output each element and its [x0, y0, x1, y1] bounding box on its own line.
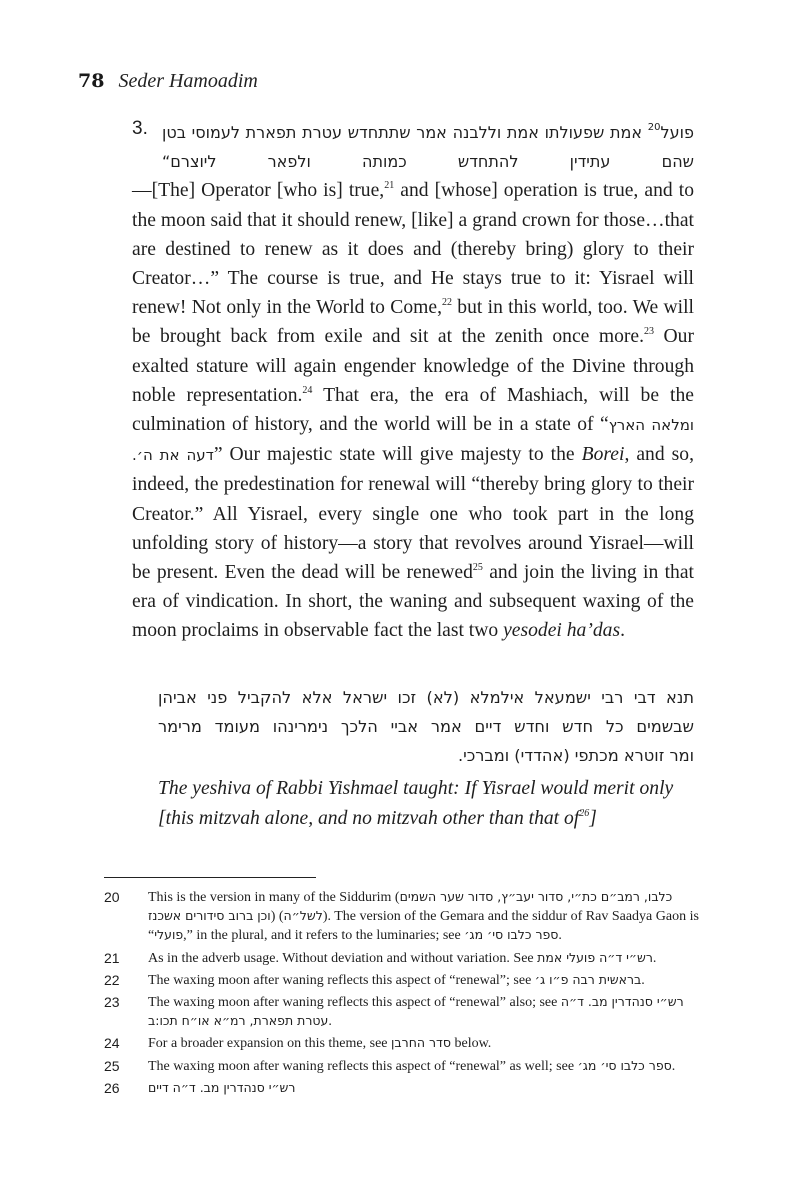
hebrew-citation: סדר החרבן — [391, 1035, 451, 1051]
footnote-ref-20[interactable]: 20 — [647, 122, 661, 133]
hebrew-citation: רש״י סנהדרין מב. ד״ה דיים — [148, 1079, 296, 1095]
footnote-ref-21[interactable]: 21 — [384, 180, 395, 192]
footnote-number: 22 — [104, 971, 120, 988]
hebrew-citation: בראשית רבה פ״ו ג׳ — [534, 971, 642, 987]
footnote-number: 23 — [104, 994, 120, 1011]
footnote-24 — [104, 1034, 704, 1053]
footnotes — [104, 888, 704, 1101]
numbered-item — [132, 118, 694, 646]
hebrew-citation: כלבו, רמב״ם כת״י, סדור יעב״ץ, סדור שער השמים לשל״ה — [283, 889, 673, 924]
footnote-text: The waxing moon after waning reflects this aspect of “renewal” also; see רש״י סנהדרין מב. ד״ה עטרת תפארת, רמ״א או״ח תכו:ב. — [148, 994, 684, 1030]
hebrew-citation: וכן ברוב סידורים אשכנז — [148, 908, 271, 924]
footnote-ref-24[interactable]: 24 — [302, 384, 313, 396]
item-number: 3. — [132, 118, 148, 139]
translation: The yeshiva of Rabbi Yishmael taught: If Yisrael would merit only [this mitzvah alone, and no mitzvah other than that $of^{26}$] — [158, 778, 674, 829]
footnote-text: The waxing moon after waning reflects this aspect of “renewal”; see בראשית רבה פ״ו ג׳. — [148, 971, 645, 988]
footnote-text: The waxing moon after waning reflects this aspect of “renewal” as well; see ספר כלבו סי׳ מג׳. — [148, 1057, 676, 1074]
footnote-text: For a broader expansion on this theme, see סדר החרבן below. — [148, 1035, 492, 1052]
hebrew-source: תנא דבי רבי ישמעאל אילמלא (לא) זכו ישראל אלא להקביל פני אביהן שבשמים כל חדש וחדש דיים אמר אביי הלכך נימרינהו מעומד מרימר ומר זוטרא מכתפי (אהדדי) ומברכי. — [158, 688, 694, 765]
footnote-25 — [104, 1057, 704, 1076]
hebrew-citation: פועלי — [154, 927, 184, 943]
footnote-text — [148, 1079, 704, 1098]
footnote-ref-23[interactable]: 23 — [644, 326, 655, 338]
footnote-number: 21 — [104, 949, 120, 966]
footnote-ref-25[interactable]: 25 — [472, 562, 483, 574]
footnote-20 — [104, 888, 704, 946]
footnote-ref-22[interactable]: 22 — [441, 297, 452, 309]
footnote-text: As in the adverb usage. Without deviation and without variation. See רש״י ד״ה פועלי אמת. — [148, 949, 657, 966]
hebrew-citation: רש״י ד״ה פועלי אמת — [537, 949, 653, 965]
footnote-26 — [104, 1079, 704, 1098]
hebrew-quote: פועל$^{20}$ אמת שפעולתו אמת וללבנה אמר שתתחדש עטרת תפארת לעמוסי בטן שהם עתידין להתחדש כמותה ולפאר ליוצרם“ — [162, 122, 694, 172]
footnote-text: This is the version in many of the Siddurim (כלבו, רמב״ם כת״י, סדור יעב״ץ, סדור שער השמים לשל״ה) (וכן ברוב סידורים אשכנז ). The version of the Gemara and the siddur of Rav Saadya Gaon is “פועלי,” in the plural, and it refers to the luminaries; see ספר כלבו סי׳ מג׳. — [148, 889, 699, 944]
footnote-23 — [104, 993, 704, 1031]
footnote-number: 20 — [104, 889, 120, 905]
footnote-number: 26 — [104, 1079, 120, 1096]
hebrew-citation: רש״י סנהדרין מב. ד״ה עטרת תפארת, רמ״א או״ח תכו:ב — [148, 994, 684, 1029]
footnote-ref-26[interactable]: 26 — [579, 807, 590, 819]
running-title: Seder Hamoadim — [118, 70, 258, 92]
talmud-quote — [158, 683, 694, 833]
item-paragraph: פועל$^{20}$ אמת שפעולתו אמת וללבנה אמר שתתחדש עטרת תפארת לעמוסי בטן שהם עתידין להתחדש כמותה ולפאר ליוצרם“ —[The] Operator [who is] true,$^{21}$ and [whose] operation is true, and to the moon said that it should renew, [like] a grand crown for those…that are destined to renew as it does and (thereby bring) glory to their Creator…” The course is true, and He stays true to it: Yisrael will renew! Not only in the World to Come,$^{22}$ but in this world, too. We will be brought back from exile and sit at the zenith once more.$^{23}$ Our exalted stature will again engender knowledge of the Divine through noble representation.$^{24}$ That era, the era of Mashiach, will be the culmination of history, and the world will be in a state of “ומלאה הארץ דעה את ה׳.” Our majestic state will give majesty to the Borei, and so, indeed, the predestination for renewal will “thereby bring glory to their Creator.” All Yisrael, every single one who took part in the long unfolding story of history—a story that revolves around Yisrael—will be present. Even the dead will be renewed$^{25}$ and join the living in that era of vindication. In short, the waning and subsequent waxing of the moon proclaims in observable fact the last two yesodei ha’das. — [132, 118, 694, 646]
hebrew-citation: ספר כלבו סי׳ מג׳ — [464, 927, 559, 943]
hebrew-inline: ומלאה הארץ דעה את ה׳. — [132, 416, 694, 465]
footnote-number: 24 — [104, 1035, 120, 1052]
hebrew-citation: ספר כלבו סי׳ מג׳ — [577, 1057, 672, 1073]
page-number: 78 — [78, 70, 105, 92]
footnote-21 — [104, 949, 704, 968]
footnote-rule — [104, 877, 316, 878]
running-head — [78, 70, 258, 93]
footnote-number: 25 — [104, 1057, 120, 1074]
footnote-22 — [104, 971, 704, 990]
